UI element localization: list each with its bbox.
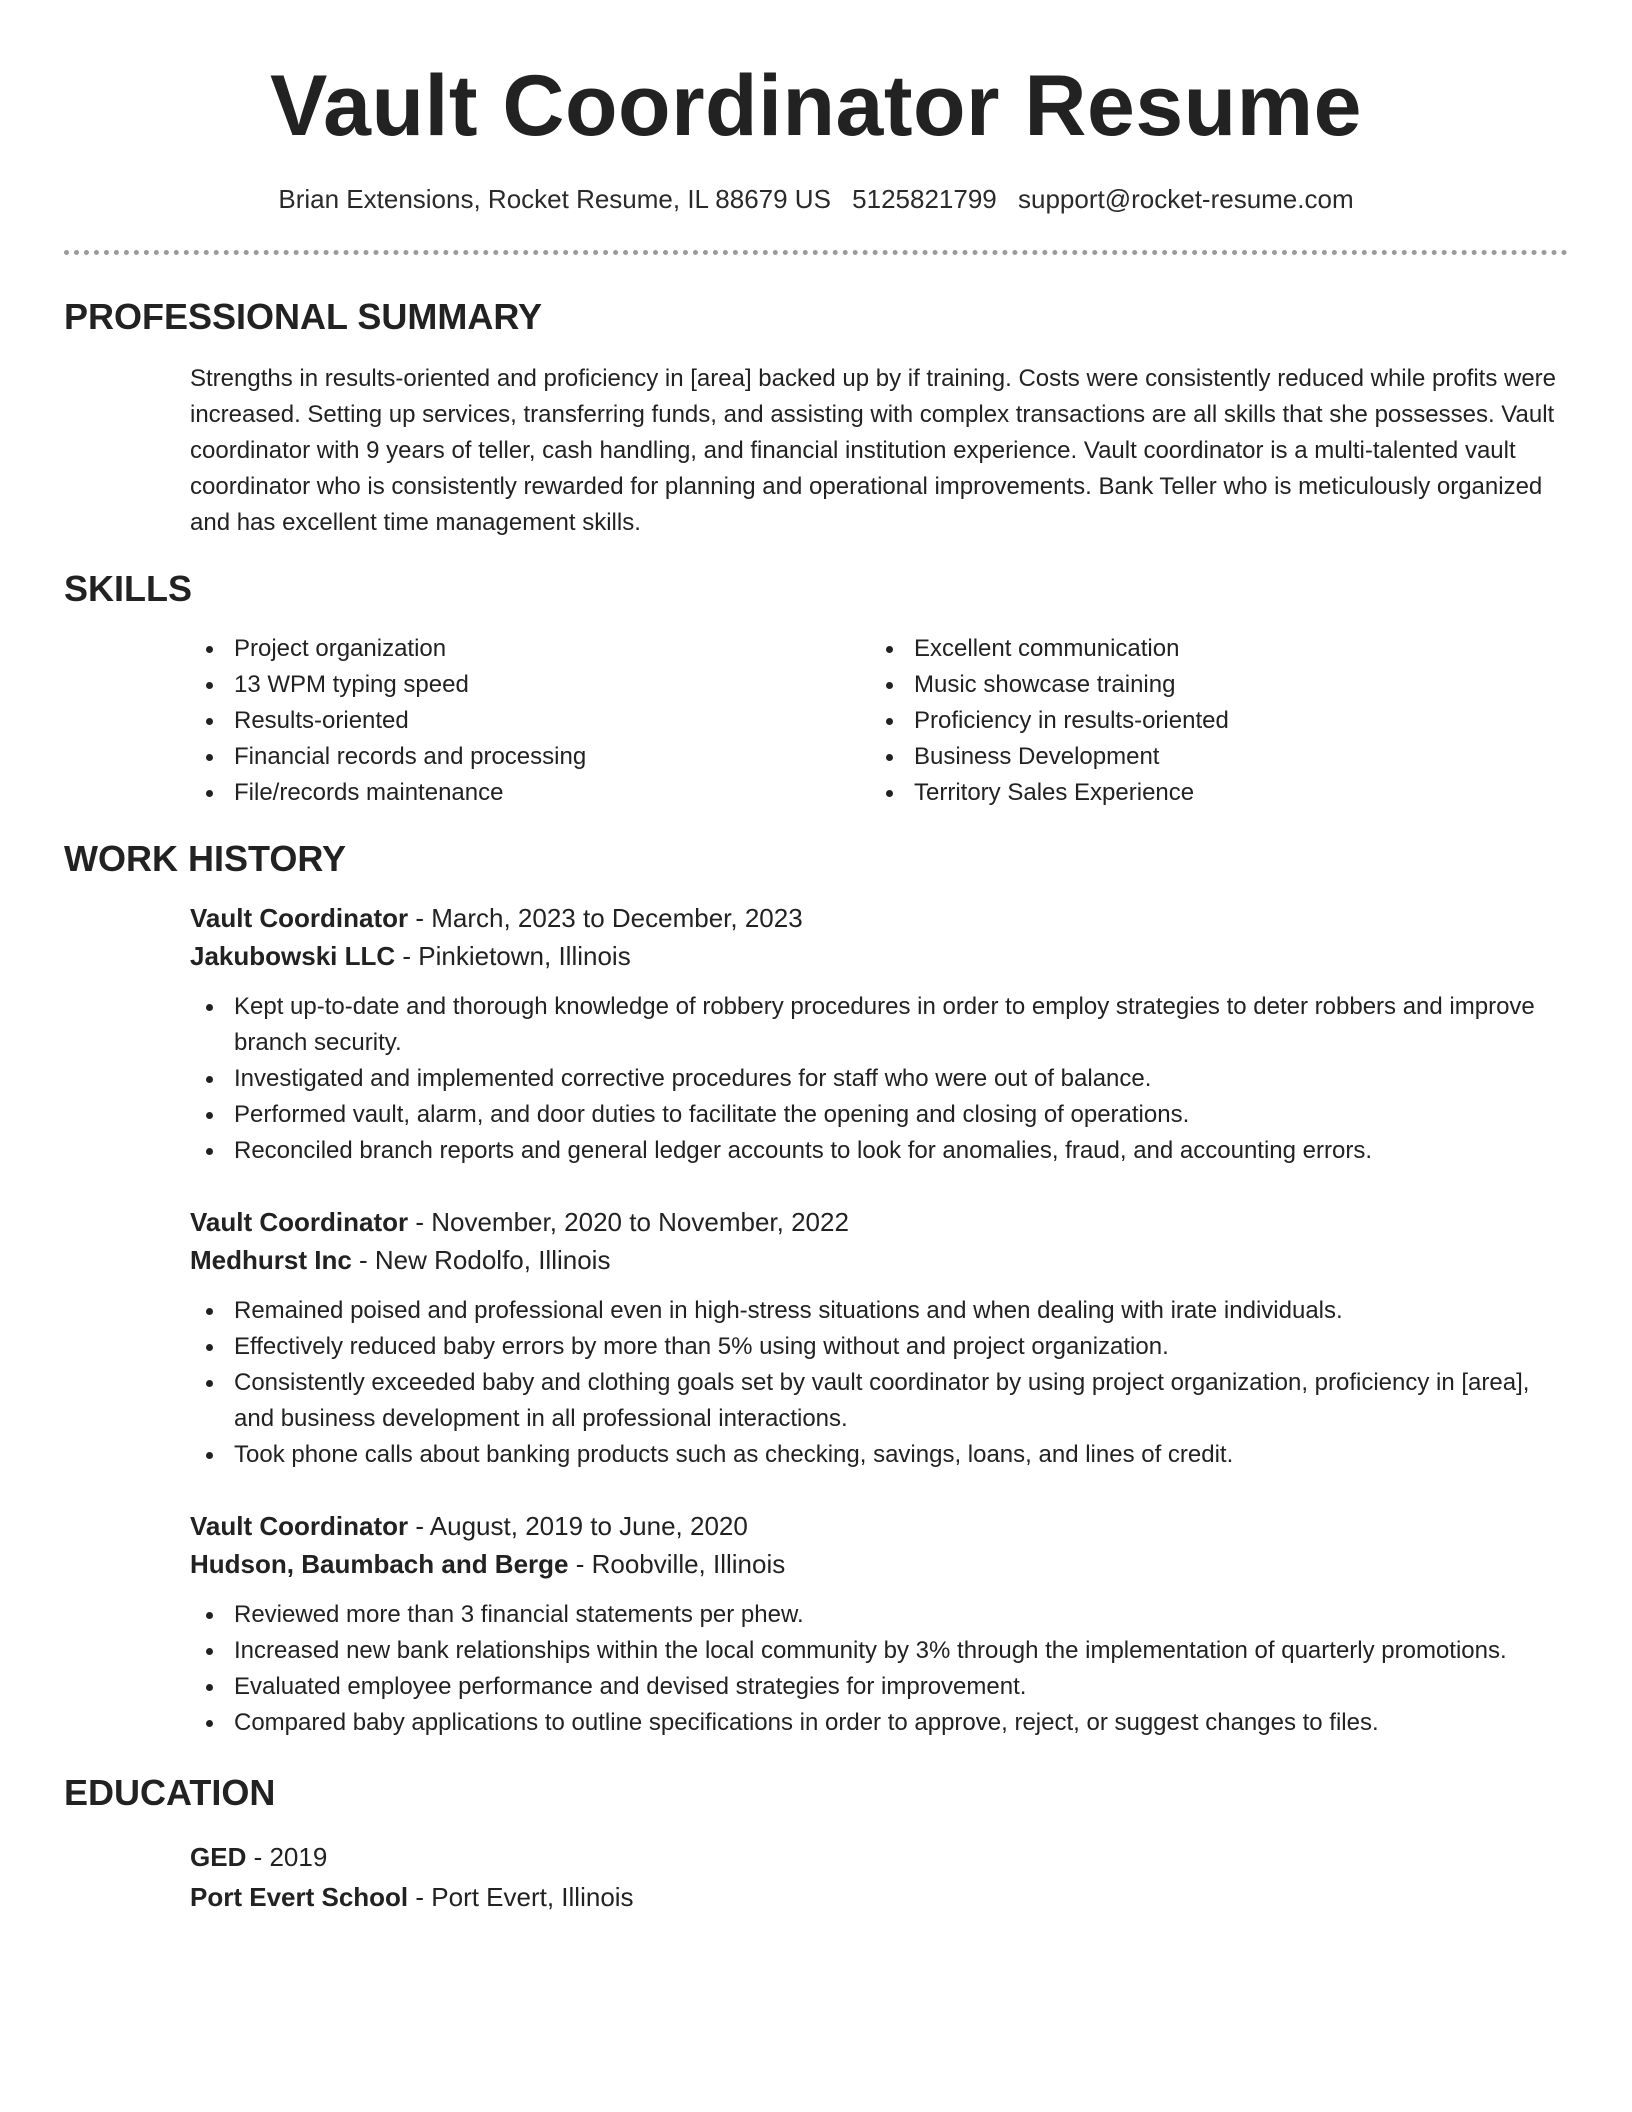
education-school: Port Evert School bbox=[190, 1882, 409, 1912]
duty-item: Increased new bank relationships within the local community by 3% through the implementation of quarterly promotions. bbox=[190, 1633, 1568, 1669]
skill-item: Business Development bbox=[870, 739, 1550, 775]
skills-column-left bbox=[190, 631, 870, 811]
duty-item: Investigated and implemented corrective procedures for staff who were out of balance. bbox=[190, 1061, 1568, 1097]
job-title-line bbox=[190, 1507, 1568, 1545]
job-company: Medhurst Inc bbox=[190, 1245, 352, 1275]
duty-item: Reconciled branch reports and general ledger accounts to look for anomalies, fraud, and accounting errors. bbox=[190, 1133, 1568, 1169]
skill-item: Project organization bbox=[190, 631, 870, 667]
duty-item: Performed vault, alarm, and door duties to facilitate the opening and closing of operations. bbox=[190, 1097, 1568, 1133]
job-company-line bbox=[190, 1241, 1568, 1279]
job-company-line bbox=[190, 1545, 1568, 1583]
resume-page bbox=[64, 0, 1568, 1917]
job-role: Vault Coordinator bbox=[190, 1207, 409, 1237]
job-duties bbox=[190, 1293, 1568, 1473]
header-divider bbox=[64, 250, 1568, 255]
job-location: - Pinkietown, Illinois bbox=[395, 941, 631, 971]
job-entry bbox=[190, 899, 1568, 1169]
contact-email: support@rocket-resume.com bbox=[1018, 184, 1354, 214]
summary-text: Strengths in results-oriented and proficiency in [area] backed up by if training. Costs were consistently reduced while profits were increased. Setting up services, transferring funds, and assisting with complex transactions are all skills that she possesses. Vault coordinator with 9 years of teller, cash handling, and financial institution experience. Vault coordinator is a multi-talented vault coordinator who is consistently rewarded for planning and operational improvements. Bank Teller who is meticulously organized and has excellent time management skills. bbox=[190, 365, 1557, 536]
contact-line bbox=[64, 182, 1568, 216]
education-degree: GED bbox=[190, 1842, 247, 1872]
job-dates: - August, 2019 to June, 2020 bbox=[408, 1511, 748, 1541]
education-school-line bbox=[190, 1877, 1568, 1917]
education-location: - Port Evert, Illinois bbox=[408, 1882, 634, 1912]
skill-item: Financial records and processing bbox=[190, 739, 870, 775]
skill-item: Results-oriented bbox=[190, 703, 870, 739]
education-degree-line bbox=[190, 1837, 1568, 1877]
duty-item: Compared baby applications to outline specifications in order to approve, reject, or suggest changes to files. bbox=[190, 1705, 1568, 1741]
skills-heading: SKILLS bbox=[64, 568, 193, 609]
contact-phone: 5125821799 bbox=[852, 184, 997, 214]
duty-item: Kept up-to-date and thorough knowledge of robbery procedures in order to employ strategies to deter robbers and improve branch security. bbox=[190, 989, 1568, 1061]
job-company-line bbox=[190, 937, 1568, 975]
skill-item: Proficiency in results-oriented bbox=[870, 703, 1550, 739]
job-title-line bbox=[190, 899, 1568, 937]
duty-item: Consistently exceeded baby and clothing goals set by vault coordinator by using project organization, proficiency in [area], and business development in all professional interactions. bbox=[190, 1365, 1568, 1437]
job-duties bbox=[190, 1597, 1568, 1741]
skill-item: Excellent communication bbox=[870, 631, 1550, 667]
job-title-line bbox=[190, 1203, 1568, 1241]
education-heading: EDUCATION bbox=[64, 1772, 276, 1813]
job-role: Vault Coordinator bbox=[190, 1511, 409, 1541]
duty-item: Remained poised and professional even in high-stress situations and when dealing with irate individuals. bbox=[190, 1293, 1568, 1329]
job-company: Jakubowski LLC bbox=[190, 941, 396, 971]
job-dates: - November, 2020 to November, 2022 bbox=[408, 1207, 849, 1237]
duty-item: Effectively reduced baby errors by more than 5% using without and project organization. bbox=[190, 1329, 1568, 1365]
contact-address: Brian Extensions, Rocket Resume, IL 88679 US bbox=[278, 184, 831, 214]
job-dates: - March, 2023 to December, 2023 bbox=[408, 903, 803, 933]
skills-column-right bbox=[870, 631, 1550, 811]
education-year: - 2019 bbox=[246, 1842, 328, 1872]
skill-item: File/records maintenance bbox=[190, 775, 870, 811]
duty-item: Evaluated employee performance and devised strategies for improvement. bbox=[190, 1669, 1568, 1705]
work-history-heading: WORK HISTORY bbox=[64, 838, 347, 879]
job-role: Vault Coordinator bbox=[190, 903, 409, 933]
job-entry bbox=[190, 1203, 1568, 1473]
duty-item: Took phone calls about banking products such as checking, savings, loans, and lines of credit. bbox=[190, 1437, 1568, 1473]
skill-item: Music showcase training bbox=[870, 667, 1550, 703]
summary-heading: PROFESSIONAL SUMMARY bbox=[64, 296, 543, 337]
duty-item: Reviewed more than 3 financial statements per phew. bbox=[190, 1597, 1568, 1633]
education-entry bbox=[190, 1837, 1568, 1917]
job-entry bbox=[190, 1507, 1568, 1741]
job-duties bbox=[190, 989, 1568, 1169]
job-location: - Roobville, Illinois bbox=[568, 1549, 786, 1579]
job-location: - New Rodolfo, Illinois bbox=[351, 1245, 611, 1275]
resume-title: Vault Coordinator Resume bbox=[270, 58, 1362, 154]
skill-item: Territory Sales Experience bbox=[870, 775, 1550, 811]
skills-list bbox=[190, 631, 1568, 811]
job-company: Hudson, Baumbach and Berge bbox=[190, 1549, 569, 1579]
skill-item: 13 WPM typing speed bbox=[190, 667, 870, 703]
